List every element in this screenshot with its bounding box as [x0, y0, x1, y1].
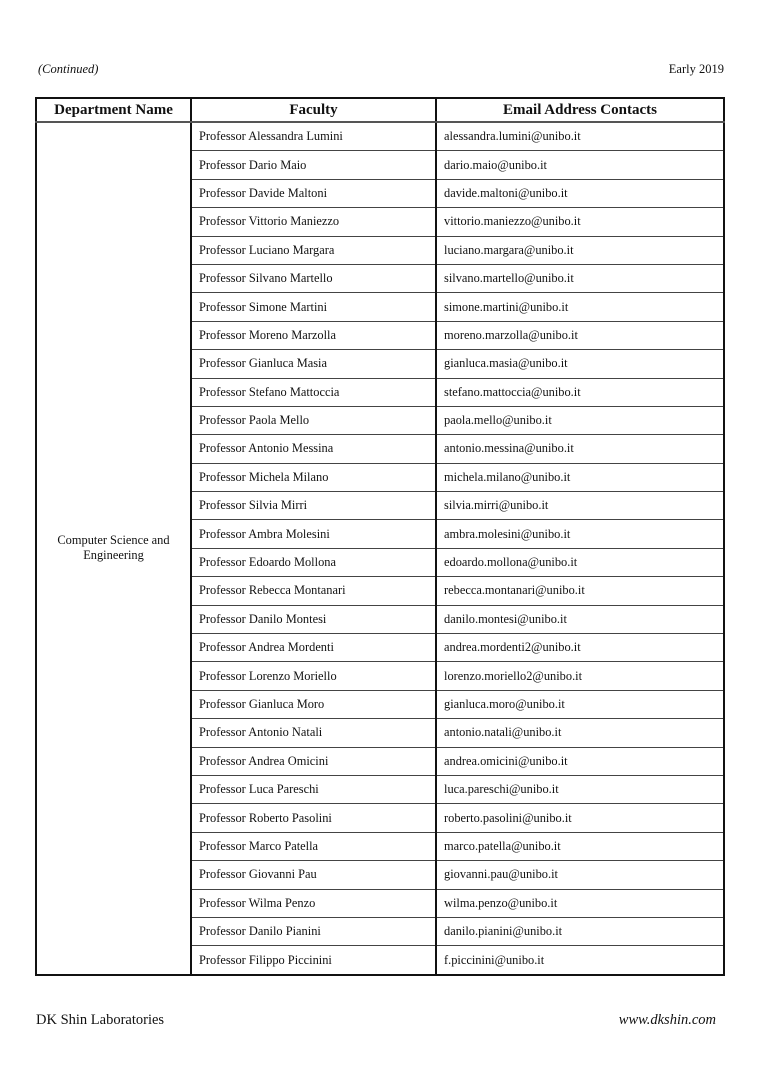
email-cell: moreno.marzolla@unibo.it: [436, 321, 724, 349]
faculty-cell: Professor Gianluca Moro: [191, 690, 436, 718]
email-cell: alessandra.lumini@unibo.it: [436, 122, 724, 151]
column-header-department: Department Name: [36, 98, 191, 122]
faculty-cell: Professor Vittorio Maniezzo: [191, 208, 436, 236]
email-cell: silvano.martello@unibo.it: [436, 264, 724, 292]
email-cell: marco.patella@unibo.it: [436, 832, 724, 860]
faculty-cell: Professor Dario Maio: [191, 151, 436, 179]
email-cell: gianluca.moro@unibo.it: [436, 690, 724, 718]
email-cell: michela.milano@unibo.it: [436, 463, 724, 491]
faculty-cell: Professor Silvia Mirri: [191, 492, 436, 520]
email-cell: stefano.mattoccia@unibo.it: [436, 378, 724, 406]
faculty-cell: Professor Edoardo Mollona: [191, 548, 436, 576]
faculty-cell: Professor Marco Patella: [191, 832, 436, 860]
email-cell: lorenzo.moriello2@unibo.it: [436, 662, 724, 690]
faculty-cell: Professor Gianluca Masia: [191, 350, 436, 378]
faculty-cell: Professor Filippo Piccinini: [191, 946, 436, 975]
email-cell: antonio.natali@unibo.it: [436, 719, 724, 747]
footer-website: www.dkshin.com: [618, 1012, 716, 1028]
email-cell: roberto.pasolini@unibo.it: [436, 804, 724, 832]
email-cell: luca.pareschi@unibo.it: [436, 775, 724, 803]
email-cell: f.piccinini@unibo.it: [444, 952, 545, 967]
email-cell: wilma.penzo@unibo.it: [436, 889, 724, 917]
faculty-cell: Professor Danilo Pianini: [191, 917, 436, 945]
faculty-cell: Professor Lorenzo Moriello: [191, 662, 436, 690]
faculty-cell: Professor Moreno Marzolla: [191, 321, 436, 349]
faculty-cell: Professor Andrea Omicini: [191, 747, 436, 775]
email-cell: silvia.mirri@unibo.it: [436, 492, 724, 520]
faculty-cell: Professor Rebecca Montanari: [191, 577, 436, 605]
footer-company-name: DK Shin Laboratories: [36, 1012, 165, 1028]
email-cell: ambra.molesini@unibo.it: [436, 520, 724, 548]
faculty-cell: Professor Alessandra Lumini: [191, 122, 436, 151]
faculty-cell: Professor Davide Maltoni: [191, 179, 436, 207]
faculty-cell: Professor Stefano Mattoccia: [191, 378, 436, 406]
faculty-directory-table: [35, 97, 725, 976]
faculty-cell: Professor Andrea Mordenti: [191, 634, 436, 662]
faculty-cell: Professor Antonio Natali: [191, 719, 436, 747]
email-cell: vittorio.maniezzo@unibo.it: [436, 208, 724, 236]
email-cell: luciano.margara@unibo.it: [436, 236, 724, 264]
faculty-cell: Professor Luca Pareschi: [191, 775, 436, 803]
email-cell: edoardo.mollona@unibo.it: [436, 548, 724, 576]
email-cell: andrea.omicini@unibo.it: [436, 747, 724, 775]
table-header-row: [36, 98, 724, 122]
department-cell: Computer Science and Engineering: [36, 122, 191, 975]
faculty-cell: Professor Giovanni Pau: [191, 861, 436, 889]
column-header-email: Email Address Contacts: [436, 98, 724, 122]
email-cell: dario.maio@unibo.it: [436, 151, 724, 179]
faculty-cell: Professor Simone Martini: [191, 293, 436, 321]
faculty-cell: Professor Wilma Penzo: [191, 889, 436, 917]
email-cell: antonio.messina@unibo.it: [436, 435, 724, 463]
faculty-cell: Professor Ambra Molesini: [191, 520, 436, 548]
faculty-cell: Professor Antonio Messina: [191, 435, 436, 463]
faculty-cell: Professor Silvano Martello: [191, 264, 436, 292]
faculty-cell: Professor Michela Milano: [191, 463, 436, 491]
faculty-cell: Professor Luciano Margara: [191, 236, 436, 264]
email-cell: gianluca.masia@unibo.it: [436, 350, 724, 378]
email-cell: paola.mello@unibo.it: [436, 406, 724, 434]
email-cell: danilo.montesi@unibo.it: [436, 605, 724, 633]
table-row: [36, 122, 724, 151]
faculty-cell: Professor Danilo Montesi: [191, 605, 436, 633]
column-header-faculty: Faculty: [191, 98, 436, 122]
email-cell: giovanni.pau@unibo.it: [436, 861, 724, 889]
continued-label: (Continued): [38, 62, 99, 76]
email-cell: simone.martini@unibo.it: [436, 293, 724, 321]
faculty-cell: Professor Paola Mello: [191, 406, 436, 434]
email-cell: andrea.mordenti2@unibo.it: [436, 634, 724, 662]
email-cell: davide.maltoni@unibo.it: [436, 179, 724, 207]
table-body: [36, 122, 724, 975]
faculty-cell: Professor Roberto Pasolini: [191, 804, 436, 832]
email-cell: danilo.pianini@unibo.it: [436, 917, 724, 945]
email-cell: rebecca.montanari@unibo.it: [436, 577, 724, 605]
date-label: Early 2019: [668, 62, 724, 76]
